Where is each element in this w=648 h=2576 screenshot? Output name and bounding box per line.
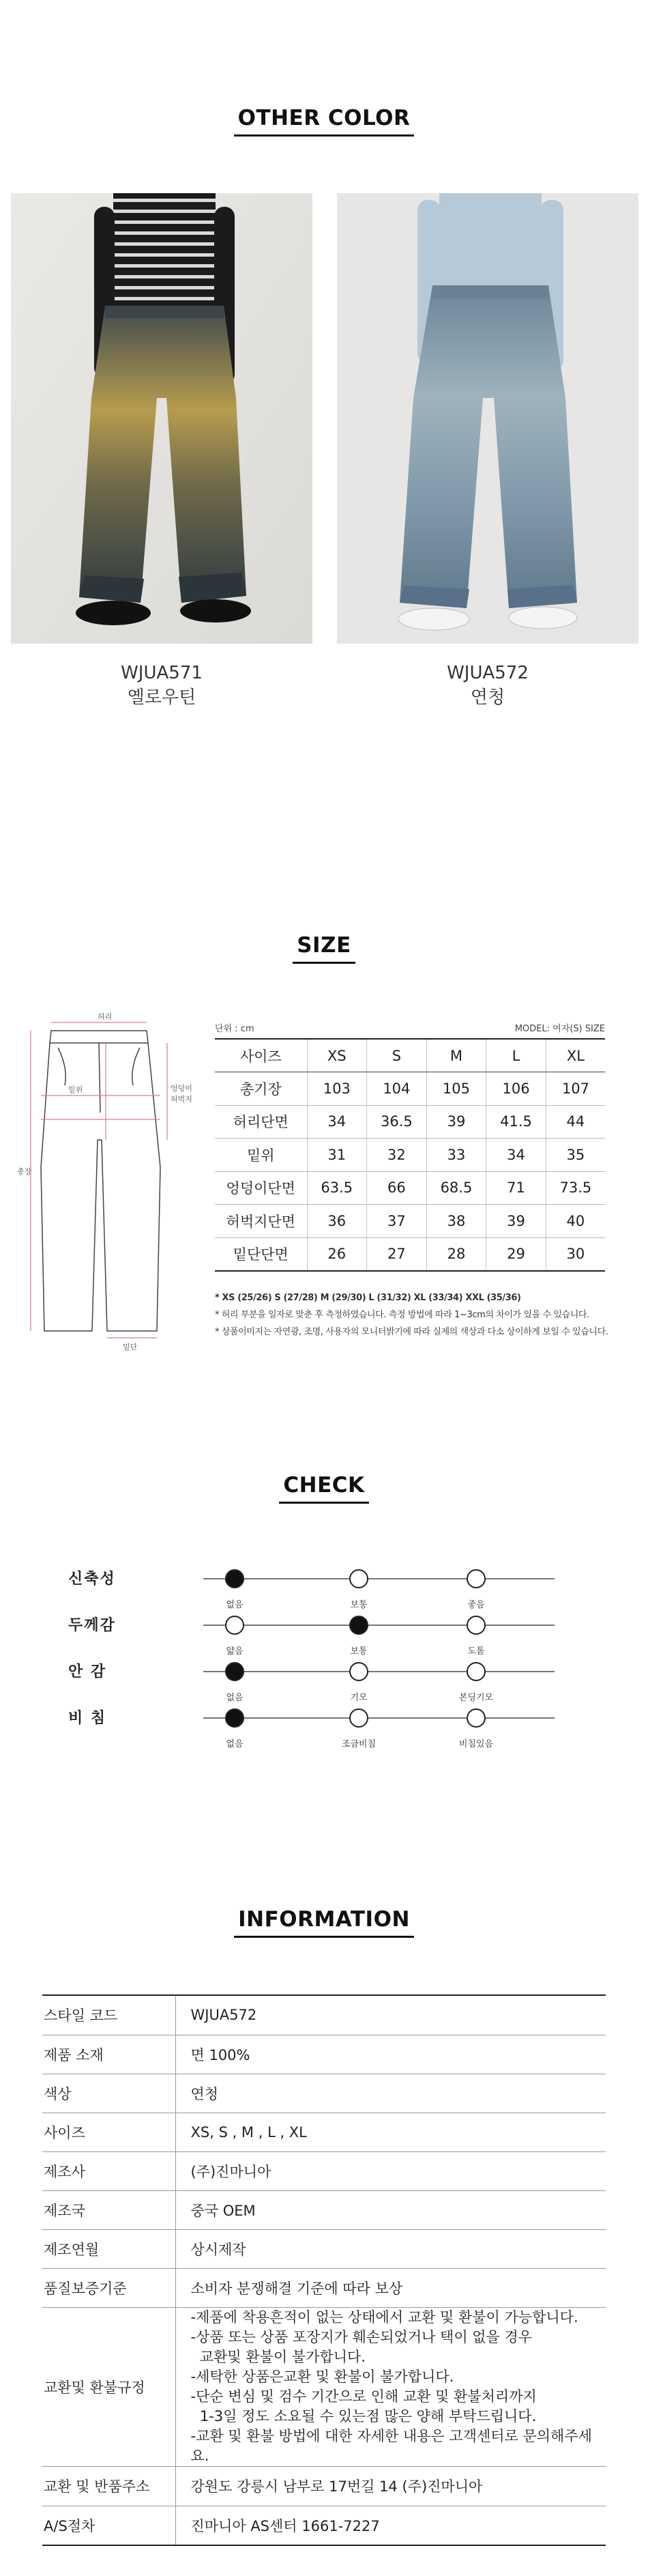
info-key: 품질보증기준 [42,2268,175,2307]
table-row [42,2035,606,2074]
size-header-cell: L [486,1039,546,1072]
check-title: CHECK [0,1473,648,1504]
size-cell: 40 [546,1205,605,1238]
exchange-policy-line: -단순 변심 및 검수 기간으로 인해 교환 및 환불처리까지 [190,2388,537,2405]
info-value: 면 100% [175,2035,606,2074]
check-row-sheerness [0,1706,648,1747]
size-cell: 39 [486,1205,546,1238]
size-row-label: 총기장 [215,1072,307,1106]
diagram-label-rise: 밑위 [68,1085,83,1094]
check-option-label: 없음 [226,1739,244,1749]
product-color-name: 연청 [470,687,505,708]
check-option-dot [467,1569,486,1588]
diagram-label-hem: 밑단 [123,1343,138,1351]
product-photo-yellow-tint[interactable] [11,193,312,644]
table-row [42,2466,606,2506]
info-key: 제품 소재 [42,2035,175,2074]
size-cell: 41.5 [486,1105,546,1139]
product-code: WJUA571 [121,663,203,683]
check-label: 비 침 [68,1710,107,1727]
table-row [215,1139,605,1172]
exchange-policy-line: 1-3일 정도 소요될 수 있는점 많은 양해 부탁드립니다. [190,2407,537,2424]
info-key: 제조국 [42,2190,175,2229]
size-cell: 26 [307,1237,367,1271]
info-key: 사이즈 [42,2113,175,2151]
check-option-label: 얇음 [226,1646,244,1657]
product-caption-1 [11,661,312,710]
product-color-name: 옐로우틴 [127,687,196,708]
table-row [42,2506,606,2545]
size-notes [215,1289,638,1341]
size-cell: 71 [486,1171,546,1205]
check-option-label: 없음 [226,1600,244,1610]
check-option-label: 없음 [226,1693,244,1703]
check-label: 두께감 [68,1617,116,1634]
info-value: (주)진마니아 [175,2151,606,2190]
check-option-label: 보통 [350,1646,368,1657]
table-row [42,2151,606,2190]
info-key: 교환및 환불규정 [42,2307,175,2466]
check-row-lining [0,1660,648,1701]
size-cell: 36 [307,1205,367,1238]
info-value: XS, S , M , L , XL [175,2113,606,2151]
table-row [42,2268,606,2307]
info-value-multiline [175,2307,606,2466]
size-cell: 106 [486,1072,546,1106]
info-value: 진마니아 AS센터 1661-7227 [175,2506,606,2545]
size-note-line: * 상품이미지는 자연광, 조명, 사용자의 모니터밝기에 따라 실제의 색상과 다소 상이하게 보일 수 있습니다. [215,1327,608,1337]
product-photo-light-blue[interactable] [337,193,638,644]
check-option-dot [225,1708,244,1728]
size-table-header-row [215,1039,605,1072]
size-cell: 39 [426,1105,486,1139]
check-row-thickness [0,1614,648,1655]
information-table [42,1994,606,2546]
exchange-policy-line: 교환및 환불이 불가합니다. [190,2348,366,2365]
size-cell: 29 [486,1237,546,1271]
check-scale-line [203,1671,555,1672]
info-value: 상시제작 [175,2229,606,2268]
size-header-cell: S [367,1039,427,1072]
table-row [42,2307,606,2466]
diagram-label-thigh: 허벅지 [171,1095,192,1104]
size-row-label: 엉덩이단면 [215,1171,307,1205]
size-cell: 68.5 [426,1171,486,1205]
size-cell: 35 [546,1139,605,1172]
table-row [215,1237,605,1271]
size-row-label: 밑단단면 [215,1237,307,1271]
check-option-dot [225,1569,244,1588]
size-cell: 73.5 [546,1171,605,1205]
size-cell: 38 [426,1205,486,1238]
size-title: SIZE [0,933,648,964]
information-title: INFORMATION [0,1907,648,1938]
size-cell: 66 [367,1171,427,1205]
check-option-label: 도톰 [467,1646,485,1657]
size-cell: 103 [307,1072,367,1106]
table-row [42,1995,606,2035]
info-value: 소비자 분쟁해결 기준에 따라 보상 [175,2268,606,2307]
check-option-dot [225,1616,244,1635]
size-row-label: 허벅지단면 [215,1205,307,1238]
info-key: 교환 및 반품주소 [42,2466,175,2506]
table-row [215,1205,605,1238]
table-row [215,1171,605,1205]
info-key: 제조연월 [42,2229,175,2268]
size-cell: 44 [546,1105,605,1139]
table-row [215,1105,605,1139]
other-color-title: OTHER COLOR [0,106,648,137]
info-value: WJUA572 [175,1995,606,2035]
check-option-label: 좋음 [467,1600,485,1610]
size-cell: 27 [367,1237,427,1271]
size-cell: 107 [546,1072,605,1106]
size-table [215,1038,605,1272]
product-caption-2 [337,661,638,710]
size-cell: 63.5 [307,1171,367,1205]
product-code: WJUA572 [447,663,529,683]
size-cell: 33 [426,1139,486,1172]
info-key: 색상 [42,2074,175,2113]
size-cell: 34 [307,1105,367,1139]
size-note-line: * 허리 부분을 일자로 맞춘 후 측정하였습니다. 측정 방법에 따라 1~3cm의 차이가 있을 수 있습니다. [215,1310,589,1320]
table-row [42,2113,606,2151]
check-row-stretch [0,1567,648,1608]
check-scale-line [203,1578,555,1579]
check-scale-line [203,1717,555,1719]
info-key: 제조사 [42,2151,175,2190]
info-key: 스타일 코드 [42,1995,175,2035]
diagram-label-waist: 허리 [98,1012,113,1021]
exchange-policy-line: -교환 및 환불 방법에 대한 자세한 내용은 고객센터로 문의해주세요. [190,2427,592,2464]
size-row-label: 허리단면 [215,1105,307,1139]
size-note-line: * XS (25/26) S (27/28) M (29/30) L (31/32) XL (33/34) XXL (35/36) [215,1293,521,1303]
diagram-label-hip: 엉덩이 [171,1084,192,1093]
model-light-blue-illustration [337,193,638,644]
check-option-dot [349,1569,368,1588]
check-option-dot [349,1708,368,1728]
size-cell: 31 [307,1139,367,1172]
size-cell: 104 [367,1072,427,1106]
check-scale-line [203,1625,555,1626]
check-option-dot [467,1662,486,1681]
check-option-label: 기모 [350,1693,368,1703]
size-cell: 32 [367,1139,427,1172]
size-cell: 105 [426,1072,486,1106]
size-header-cell: XS [307,1039,367,1072]
info-value: 연청 [175,2074,606,2113]
size-header-cell: XL [546,1039,605,1072]
check-option-dot [467,1616,486,1635]
check-option-label: 조금비침 [341,1739,377,1749]
check-option-dot [349,1616,368,1635]
size-header-cell: M [426,1039,486,1072]
check-option-dot [349,1662,368,1681]
model-size-label: MODEL: 여자(S) SIZE [514,1024,605,1034]
jeans-flat-sketch [17,1010,201,1365]
table-row [215,1072,605,1106]
exchange-policy-line: -세탁한 상품은교환 및 환불이 불가합니다. [190,2368,454,2385]
check-option-dot [467,1708,486,1728]
size-header-cell: 사이즈 [215,1039,307,1072]
info-value: 강원도 강릉시 남부로 17번길 14 (주)진마니아 [175,2466,606,2506]
check-option-label: 비침있음 [458,1739,494,1749]
size-cell: 36.5 [367,1105,427,1139]
check-option-label: 보통 [350,1600,368,1610]
size-row-label: 밑위 [215,1139,307,1172]
size-unit-label: 단위 : cm [215,1024,254,1034]
check-option-label: 본딩기모 [458,1693,494,1703]
size-cell: 37 [367,1205,427,1238]
size-diagram [17,1010,201,1365]
info-key: A/S절차 [42,2506,175,2545]
table-row [42,2074,606,2113]
size-cell: 28 [426,1237,486,1271]
diagram-label-length: 총장 [17,1167,32,1176]
table-row [42,2229,606,2268]
exchange-policy-line: -상품 또는 상품 포장지가 훼손되었거나 택이 없을 경우 [190,2328,533,2345]
size-cell: 34 [486,1139,546,1172]
size-cell: 30 [546,1237,605,1271]
check-label: 신축성 [68,1571,116,1588]
info-value: 중국 OEM [175,2190,606,2229]
check-option-dot [225,1662,244,1681]
model-yellow-tint-illustration [11,193,312,644]
exchange-policy-line: -제품에 착용흔적이 없는 상태에서 교환 및 환불이 가능합니다. [190,2308,578,2325]
check-label: 안 감 [68,1663,107,1680]
table-row [42,2190,606,2229]
